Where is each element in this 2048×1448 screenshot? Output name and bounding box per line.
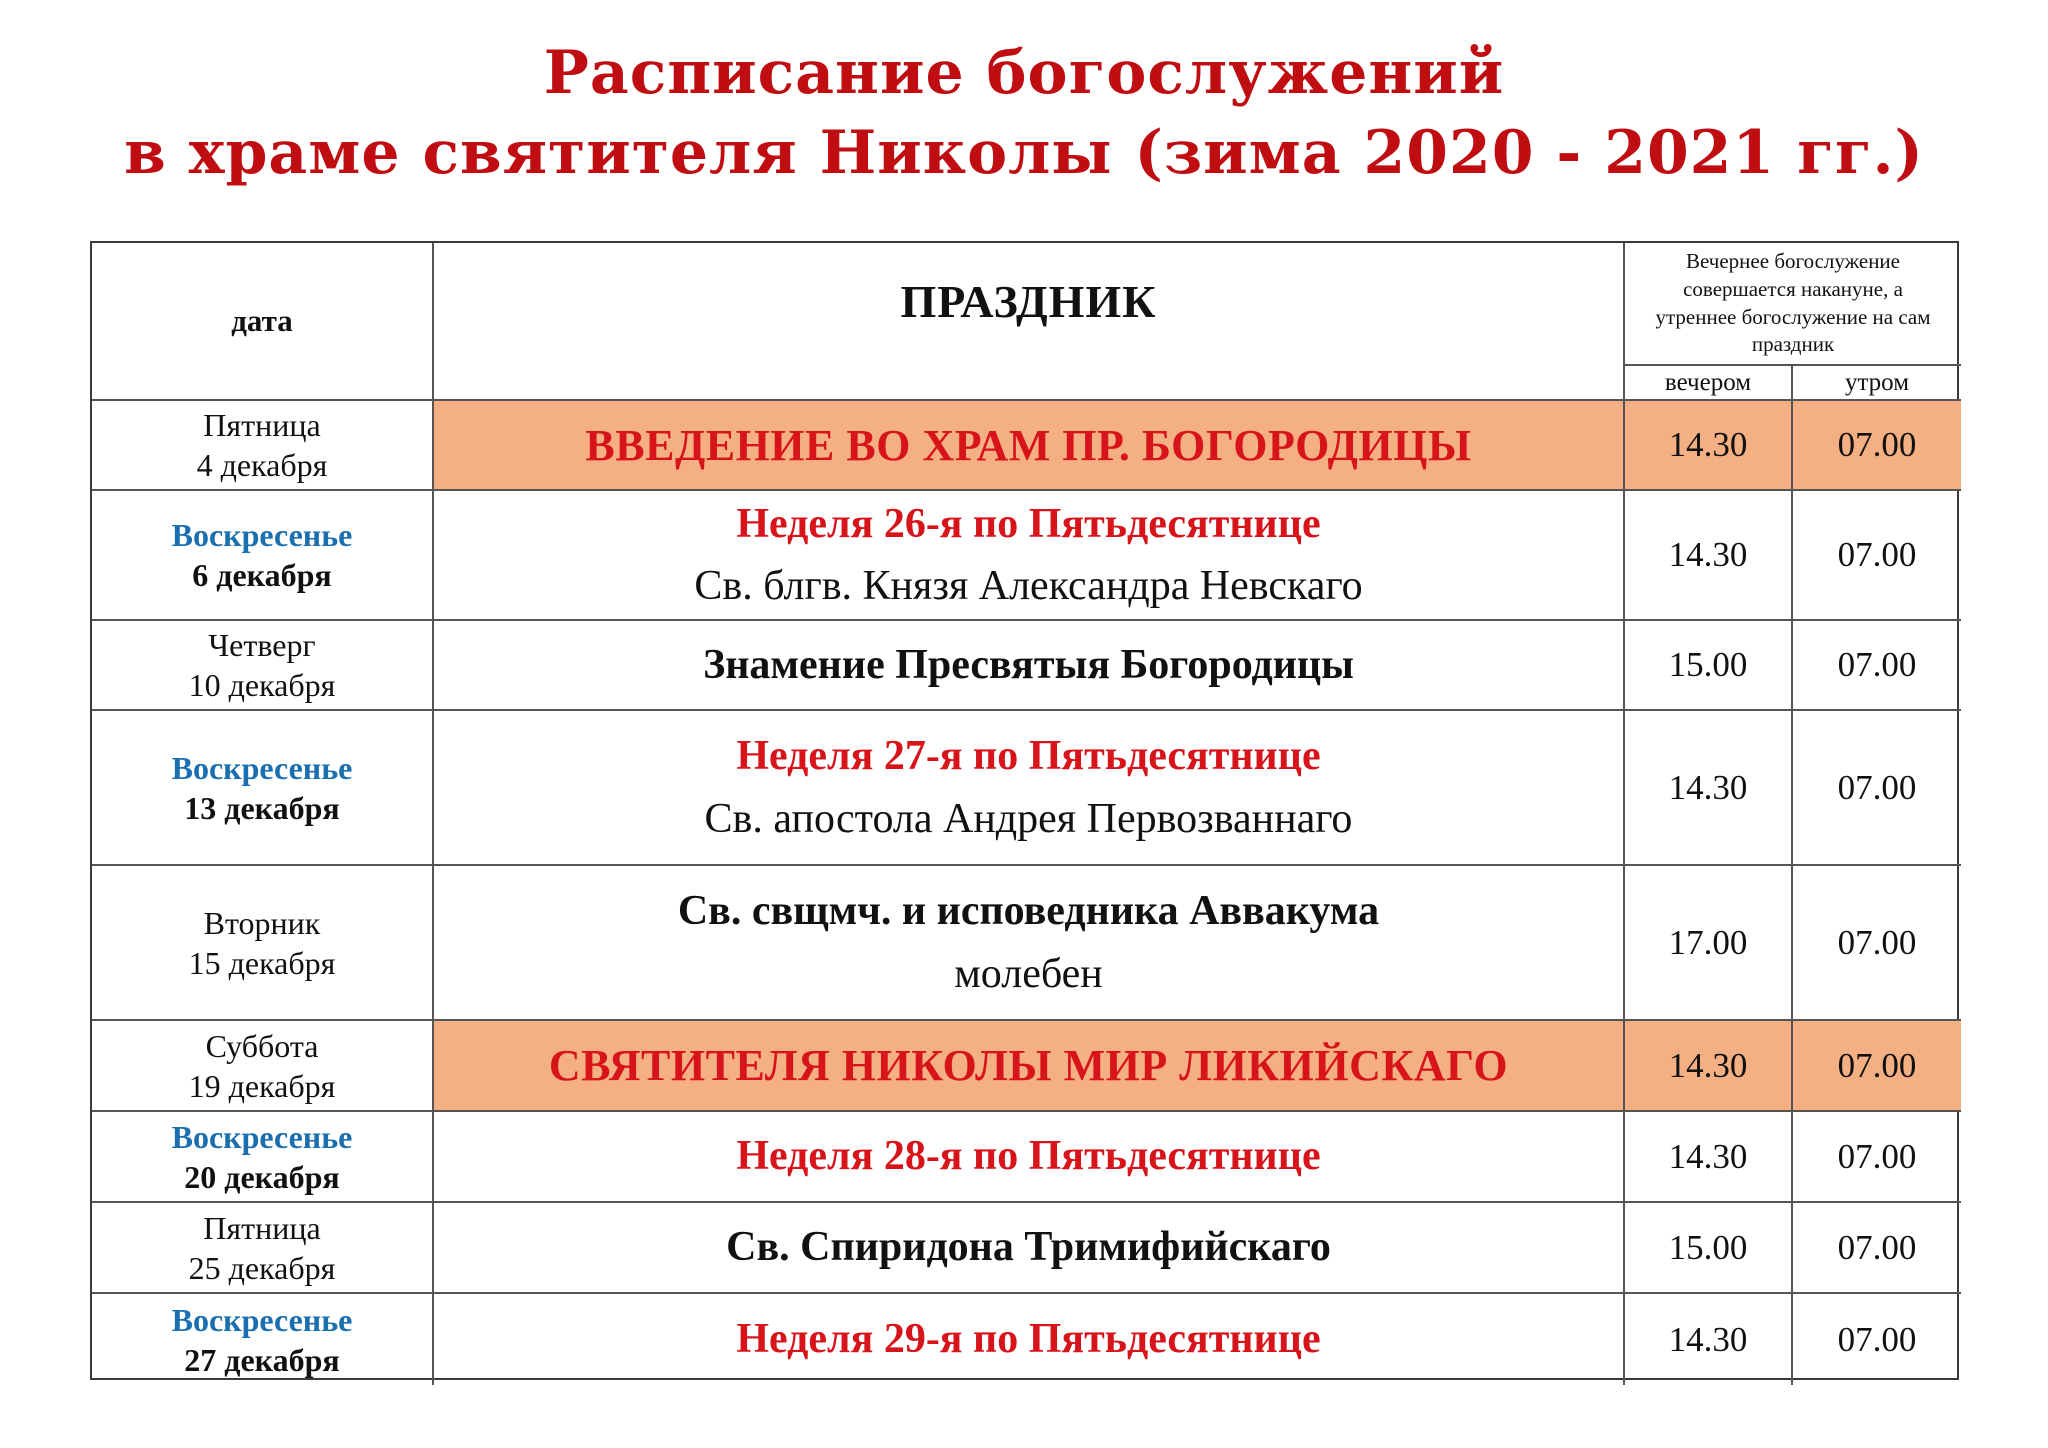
row-feast: СВЯТИТЕЛЯ НИКОЛЫ МИР ЛИКИЙСКАГО (548, 1041, 1509, 1090)
row-evening-time: 14.30 (1625, 1294, 1793, 1385)
row-morning-time: 07.00 (1793, 1021, 1961, 1112)
row-evening-time: 14.30 (1625, 401, 1793, 491)
row-evening-time: 15.00 (1625, 621, 1793, 711)
header-feast: ПРАЗДНИК (434, 243, 1625, 401)
row-weekday: Воскресенье (171, 517, 353, 553)
row-date: 19 декабря (188, 1067, 336, 1104)
row-evening-time: 14.30 (1625, 711, 1793, 866)
row-evening-time: 14.30 (1625, 491, 1793, 621)
row-date-cell (92, 401, 434, 491)
row-date: 10 декабря (188, 667, 336, 703)
row-morning-time: 07.00 (1793, 621, 1961, 711)
row-date-cell (92, 621, 434, 711)
header-evening: вечером (1625, 366, 1793, 401)
row-date: 6 декабря (192, 557, 332, 593)
row-date-cell (92, 491, 434, 621)
row-morning-time: 07.00 (1793, 711, 1961, 866)
page-subtitle: в храме святителя Николы (зима 2020 - 2021 гг.) (124, 118, 1924, 188)
row-feast-cell (434, 1294, 1625, 1385)
row-morning-time: 07.00 (1793, 1203, 1961, 1294)
row-feast: Неделя 28-я по Пятьдесятнице (736, 1133, 1321, 1180)
row-weekday: Пятница (203, 1209, 321, 1246)
header-morning: утром (1793, 366, 1961, 401)
row-date-cell (92, 711, 434, 866)
row-feast-sub: молебен (954, 950, 1103, 997)
row-weekday: Воскресенье (171, 1118, 353, 1155)
row-feast: ВВЕДЕНИЕ ВО ХРАМ ПР. БОГОРОДИЦЫ (585, 420, 1472, 470)
row-date: 20 декабря (184, 1158, 340, 1195)
row-feast-sub: Св. апостола Андрея Первозваннаго (704, 795, 1353, 842)
row-feast-cell (434, 1112, 1625, 1203)
row-feast: Св. свщмч. и исповедника Аввакума (677, 888, 1380, 934)
row-morning-time: 07.00 (1793, 1112, 1961, 1203)
row-feast-cell (434, 711, 1625, 866)
row-weekday: Воскресенье (171, 1301, 353, 1338)
header-date: дата (92, 243, 434, 401)
row-date: 13 декабря (184, 789, 340, 826)
schedule-table (90, 241, 1959, 1380)
row-weekday: Четверг (208, 627, 316, 663)
row-weekday: Вторник (203, 904, 321, 941)
row-feast-cell (434, 1203, 1625, 1294)
row-date: 27 декабря (184, 1341, 340, 1378)
row-weekday: Воскресенье (171, 749, 353, 786)
row-morning-time: 07.00 (1793, 401, 1961, 491)
row-feast-cell (434, 866, 1625, 1021)
row-feast: Неделя 26-я по Пятьдесятнице (736, 500, 1321, 547)
row-feast-cell (434, 401, 1625, 491)
row-date-cell (92, 1203, 434, 1294)
row-date: 25 декабря (188, 1249, 336, 1286)
row-feast-sub: Св. блгв. Князя Александра Невскаго (694, 563, 1363, 609)
row-morning-time: 07.00 (1793, 491, 1961, 621)
header-service-note: Вечернее богослужение совершается накануне, а утреннее богослужение на сам праздник (1625, 243, 1961, 366)
row-evening-time: 17.00 (1625, 866, 1793, 1021)
row-date-cell (92, 1294, 434, 1385)
row-evening-time: 14.30 (1625, 1021, 1793, 1112)
row-date-cell (92, 1021, 434, 1112)
row-feast-cell (434, 621, 1625, 711)
row-feast-cell (434, 1021, 1625, 1112)
row-evening-time: 14.30 (1625, 1112, 1793, 1203)
row-morning-time: 07.00 (1793, 866, 1961, 1021)
row-feast-cell (434, 491, 1625, 621)
row-feast: Неделя 27-я по Пятьдесятнице (736, 733, 1321, 779)
row-evening-time: 15.00 (1625, 1203, 1793, 1294)
row-feast: Св. Спиридона Тримифийскаго (726, 1224, 1331, 1271)
row-feast: Неделя 29-я по Пятьдесятнице (736, 1316, 1321, 1363)
row-weekday: Суббота (205, 1027, 319, 1064)
row-morning-time: 07.00 (1837, 1319, 1917, 1359)
row-feast: Знамение Пресвятыя Богородицы (703, 641, 1354, 688)
row-date: 15 декабря (188, 944, 336, 981)
page-title: Расписание богослужений (543, 38, 1505, 108)
row-date-cell (92, 1112, 434, 1203)
row-date: 4 декабря (196, 447, 328, 483)
row-date-cell (92, 866, 434, 1021)
row-weekday: Пятница (203, 407, 321, 443)
